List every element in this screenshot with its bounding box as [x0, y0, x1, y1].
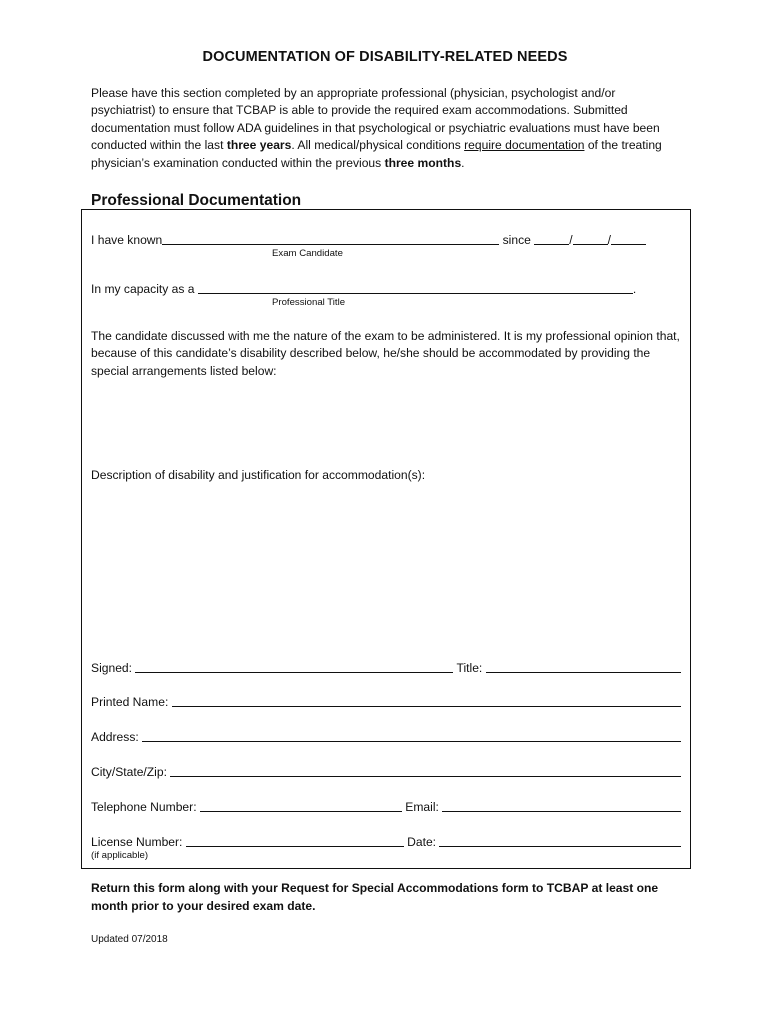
address-row	[91, 726, 681, 744]
city-state-zip-row	[91, 761, 681, 779]
city-state-zip-field[interactable]	[170, 764, 681, 777]
intro-three-months: three months	[384, 155, 462, 170]
signed-field[interactable]	[135, 660, 453, 673]
description-label: Description of disability and justification for accommodation(s):	[91, 468, 426, 482]
license-row	[91, 831, 681, 849]
updated-date: Updated 07/2018	[91, 934, 168, 945]
intro-paragraph	[91, 85, 681, 172]
intro-text-3: of the treating physician’s examination conducted within the previous	[91, 138, 662, 170]
section-heading: Professional Documentation	[91, 192, 302, 209]
telephone-row	[91, 796, 681, 814]
since-year-field[interactable]	[611, 232, 646, 245]
telephone-label: Telephone Number:	[91, 800, 200, 814]
title-field[interactable]	[486, 660, 681, 673]
return-instructions: Return this form along with your Request for Special Accommodations form to TCBAP at least one month prior to your desired exam date.	[91, 881, 659, 913]
since-label: since	[499, 233, 535, 247]
since-day-field[interactable]	[573, 232, 608, 245]
city-state-zip-label: City/State/Zip:	[91, 765, 171, 779]
capacity-row	[91, 278, 681, 296]
professional-title-field[interactable]	[198, 281, 633, 294]
intro-three-years: three years	[226, 138, 292, 153]
address-label: Address:	[91, 730, 143, 744]
date-slash: /	[569, 233, 573, 247]
signed-row	[91, 657, 681, 675]
date-field[interactable]	[439, 834, 681, 847]
exam-candidate-caption: Exam Candidate	[272, 248, 343, 259]
printed-name-label: Printed Name:	[91, 695, 172, 709]
capacity-label: In my capacity as a	[91, 282, 198, 296]
email-field[interactable]	[442, 799, 681, 812]
address-field[interactable]	[142, 729, 681, 742]
known-row	[91, 229, 681, 247]
printed-name-field[interactable]	[172, 694, 681, 707]
if-applicable-note: (if applicable)	[91, 850, 149, 861]
printed-name-row	[91, 691, 681, 709]
intro-require-documentation: require documentation	[464, 138, 585, 153]
since-month-field[interactable]	[534, 232, 569, 245]
date-label: Date:	[403, 835, 440, 849]
signed-label: Signed:	[91, 661, 136, 675]
title-label: Title:	[453, 661, 486, 675]
email-label: Email:	[401, 800, 443, 814]
telephone-field[interactable]	[200, 799, 402, 812]
intro-text-4: .	[461, 155, 465, 170]
date-slash: /	[607, 233, 611, 247]
opinion-paragraph: The candidate discussed with me the nature of the exam to be administered. It is my professional opinion that, because of this candidate’s disability described below, he/she should be accommodated by providing the special arrangements listed below:	[91, 329, 680, 378]
capacity-period: .	[632, 282, 637, 296]
intro-text-1: Please have this section completed by an appropriate professional (physician, psychologist and/or psychiatrist) to ensure that TCBAP is able to provide the required exam accommodations. Submitted documentation must follow ADA guidelines in that psychological or psychiatric evaluations must have been conducted within the last	[91, 86, 660, 153]
exam-candidate-field[interactable]	[162, 232, 499, 245]
license-label: License Number:	[91, 835, 186, 849]
professional-title-caption: Professional Title	[272, 297, 346, 308]
form-title: DOCUMENTATION OF DISABILITY-RELATED NEEDS	[202, 49, 568, 65]
license-field[interactable]	[186, 834, 404, 847]
intro-text-2: . All medical/physical conditions	[291, 138, 465, 153]
known-label: I have known	[91, 233, 163, 247]
